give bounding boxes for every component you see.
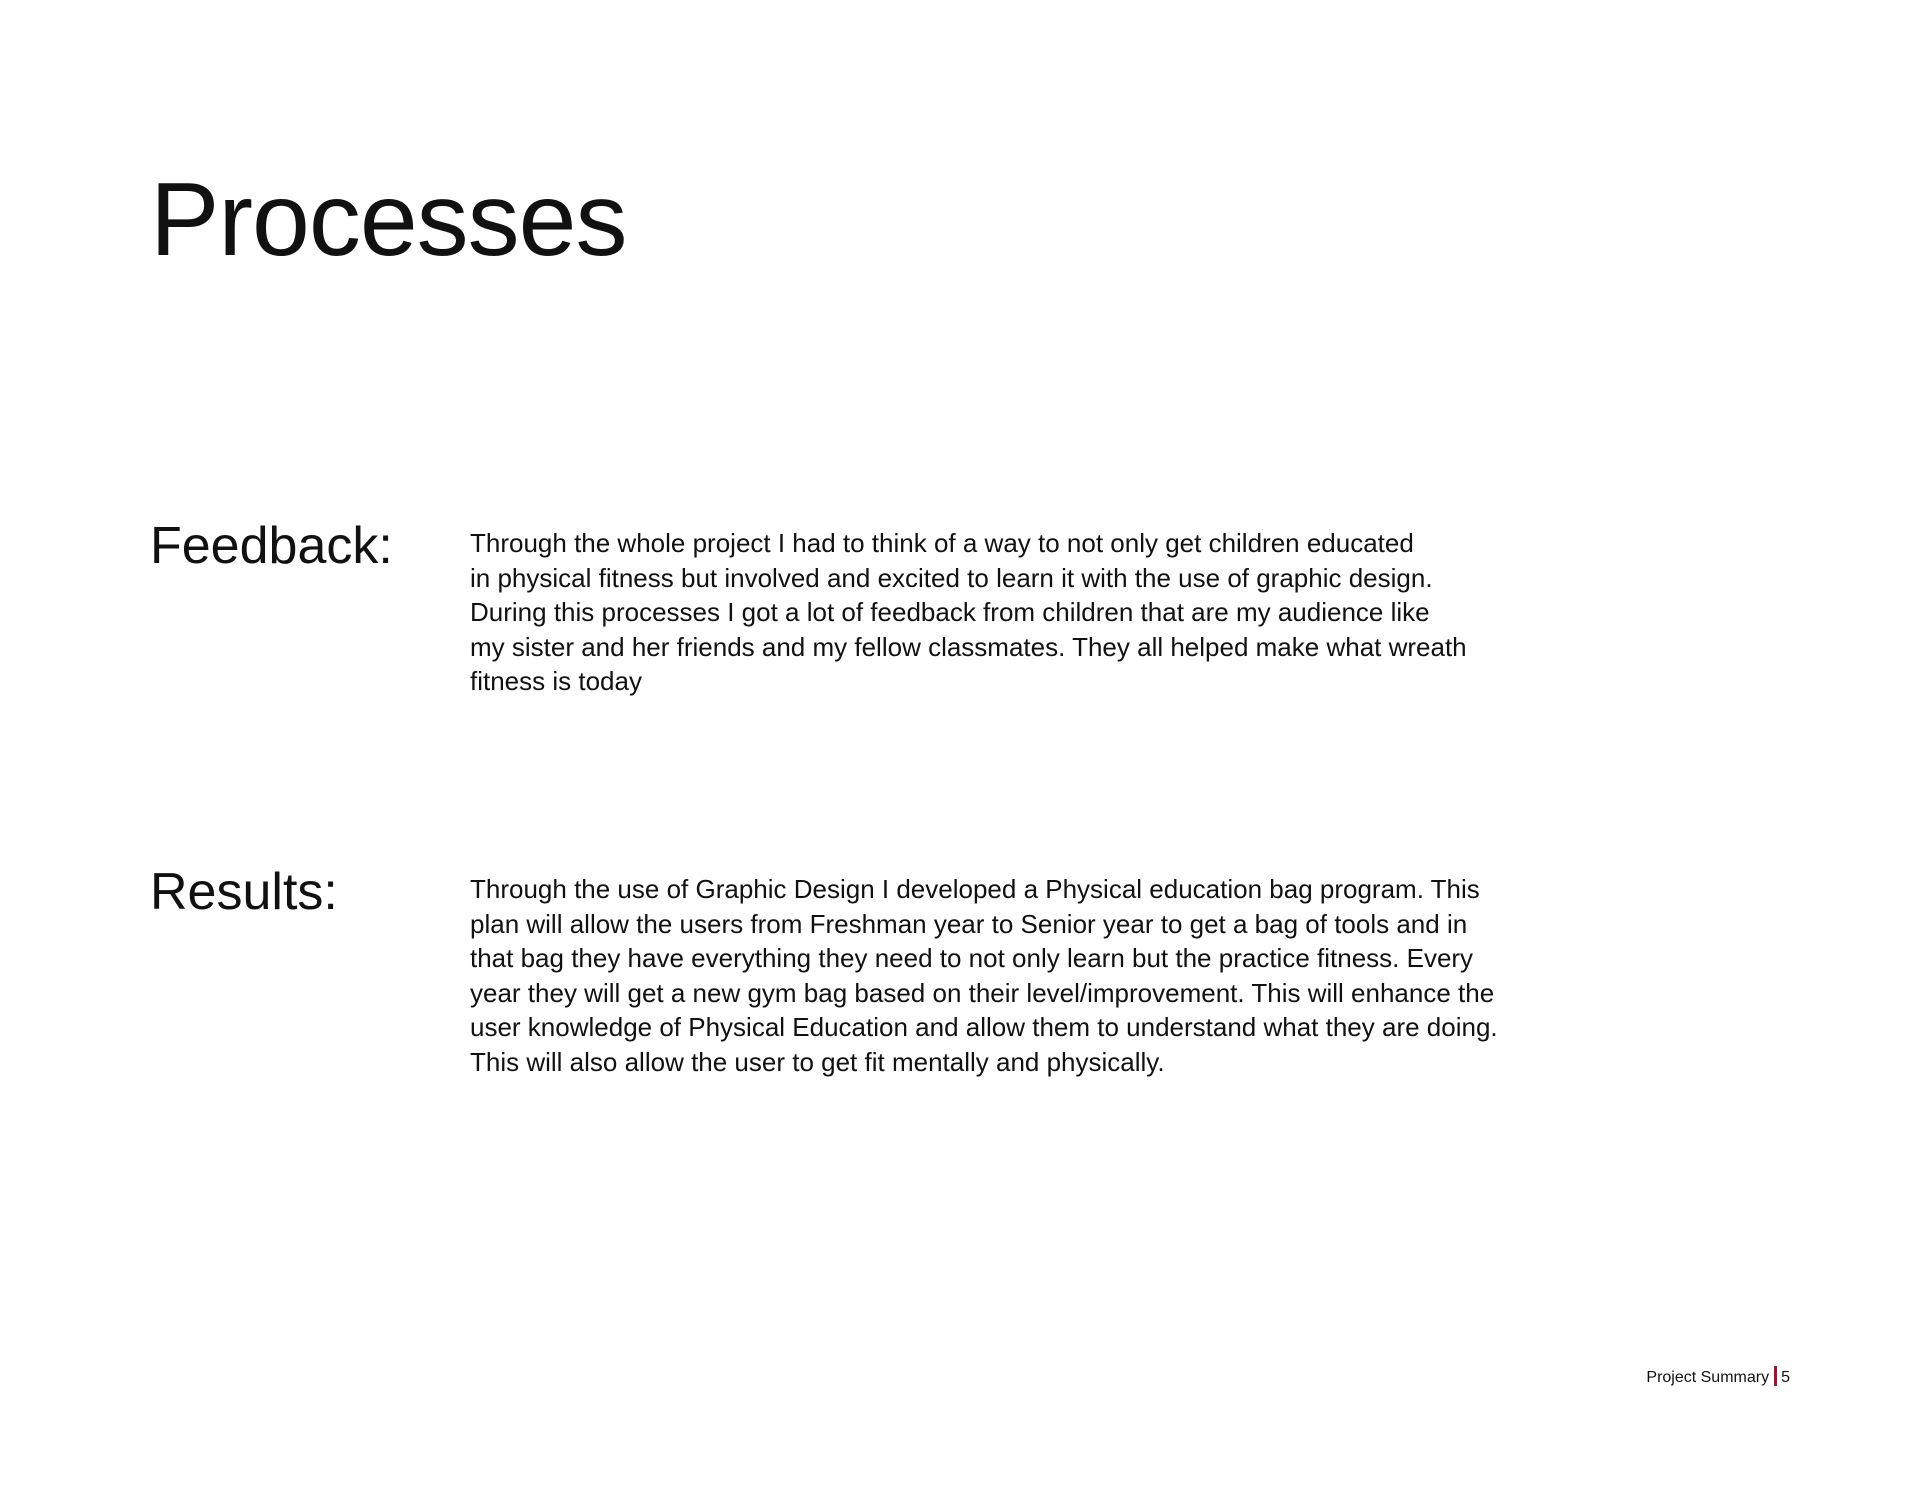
feedback-line: Through the whole project I had to think of a way to not only get children educated [470, 528, 1414, 558]
feedback-line: in physical fitness but involved and excited to learn it with the use of graphic design. [470, 562, 1433, 593]
feedback-line: During this processes I got a lot of feedback from children that are my audience like [470, 597, 1430, 628]
results-paragraph [470, 872, 1620, 1080]
results-heading: Results: [150, 863, 338, 921]
feedback-paragraph [470, 526, 1620, 699]
footer-label: Project Summary [1646, 1369, 1770, 1386]
page-footer [1646, 1366, 1790, 1388]
page-title: Processes [150, 162, 627, 278]
feedback-line: my sister and her friends and my fellow classmates. They all helped make what wreath [470, 631, 1467, 662]
feedback-heading: Feedback: [150, 517, 393, 575]
results-line: user knowledge of Physical Education and allow them to understand what they are doing. [470, 1012, 1498, 1043]
results-line: year they will get a new gym bag based on their level/improvement. This will enhance the [470, 977, 1495, 1008]
feedback-line: fitness is today [470, 666, 642, 697]
page-number: 5 [1781, 1369, 1790, 1386]
results-line: that bag they have everything they need to not only learn but the practice fitness. Every [470, 943, 1474, 974]
results-line: Through the use of Graphic Design I developed a Physical education bag program. This [470, 874, 1480, 904]
results-line: plan will allow the users from Freshman year to Senior year to get a bag of tools and in [470, 908, 1468, 939]
footer-separator [1774, 1366, 1777, 1386]
results-line: This will also allow the user to get fit mentally and physically. [470, 1046, 1165, 1077]
